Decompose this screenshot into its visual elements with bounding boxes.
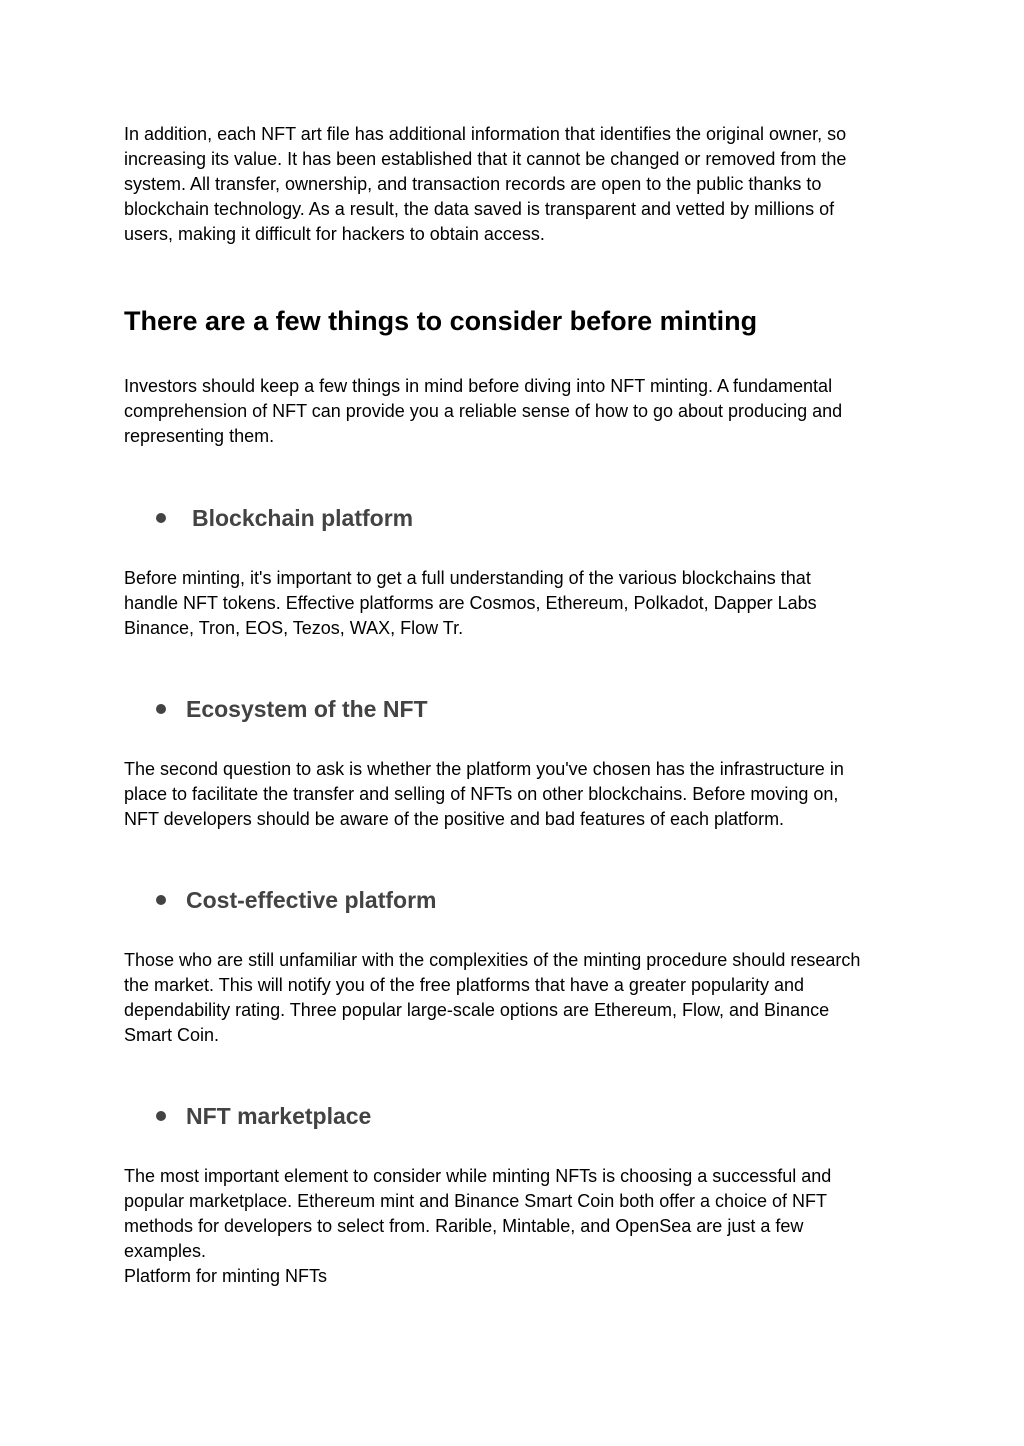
ecosystem-paragraph [124, 757, 914, 832]
subheading-nft-marketplace: NFT marketplace [186, 1103, 372, 1129]
paragraph-line: dependability rating. Three popular large-scale options are Ethereum, Flow, and Binance [124, 1000, 830, 1020]
paragraph-line: The second question to ask is whether the platform you've chosen has the infrastructure in [124, 759, 844, 779]
paragraph-line: methods for developers to select from. Rarible, Mintable, and OpenSea are just a few [124, 1216, 804, 1236]
paragraph-line: NFT developers should be aware of the positive and bad features of each platform. [124, 809, 785, 829]
intro-paragraph [124, 122, 914, 247]
paragraph-line: popular marketplace. Ethereum mint and Binance Smart Coin both offer a choice of NFT [124, 1191, 828, 1211]
paragraph-line: Platform for minting NFTs [124, 1266, 328, 1286]
intro-line: users, making it difficult for hackers to obtain access. [124, 224, 545, 244]
intro-line: system. All transfer, ownership, and transaction records are open to the public thanks to [124, 174, 822, 194]
intro-line: In addition, each NFT art file has additional information that identifies the original owner, so [124, 124, 847, 144]
paragraph-line: examples. [124, 1241, 207, 1261]
subheading-ecosystem: Ecosystem of the NFT [186, 696, 428, 722]
cost-effective-paragraph [124, 948, 914, 1048]
lead-line: comprehension of NFT can provide you a reliable sense of how to go about producing and [124, 401, 843, 421]
bullet-icon [156, 895, 166, 905]
subheading-cost-effective: Cost-effective platform [186, 887, 437, 913]
paragraph-line: Binance, Tron, EOS, Tezos, WAX, Flow Tr. [124, 618, 464, 638]
paragraph-line: handle NFT tokens. Effective platforms are Cosmos, Ethereum, Polkadot, Dapper Labs [124, 593, 817, 613]
lead-line: Investors should keep a few things in mind before diving into NFT minting. A fundamental [124, 376, 833, 396]
subheading-blockchain-platform: Blockchain platform [192, 505, 414, 531]
paragraph-line: Smart Coin. [124, 1025, 220, 1045]
bullet-icon [156, 513, 166, 523]
paragraph-line: The most important element to consider while minting NFTs is choosing a successful and [124, 1166, 832, 1186]
nft-marketplace-paragraph [124, 1164, 914, 1289]
paragraph-line: Before minting, it's important to get a full understanding of the various blockchains that [124, 568, 811, 588]
paragraph-line: Those who are still unfamiliar with the complexities of the minting procedure should research [124, 950, 861, 970]
document-page [124, 0, 914, 1446]
lead-line: representing them. [124, 426, 275, 446]
bullet-icon [156, 704, 166, 714]
paragraph-line: place to facilitate the transfer and selling of NFTs on other blockchains. Before moving on, [124, 784, 839, 804]
intro-line: increasing its value. It has been established that it cannot be changed or removed from the [124, 149, 847, 169]
intro-line: blockchain technology. As a result, the data saved is transparent and vetted by millions of [124, 199, 835, 219]
section-heading: There are a few things to consider before minting [124, 306, 758, 336]
bullet-icon [156, 1111, 166, 1121]
blockchain-platform-paragraph [124, 566, 914, 641]
paragraph-line: the market. This will notify you of the free platforms that have a greater popularity and [124, 975, 805, 995]
lead-paragraph [124, 374, 914, 449]
